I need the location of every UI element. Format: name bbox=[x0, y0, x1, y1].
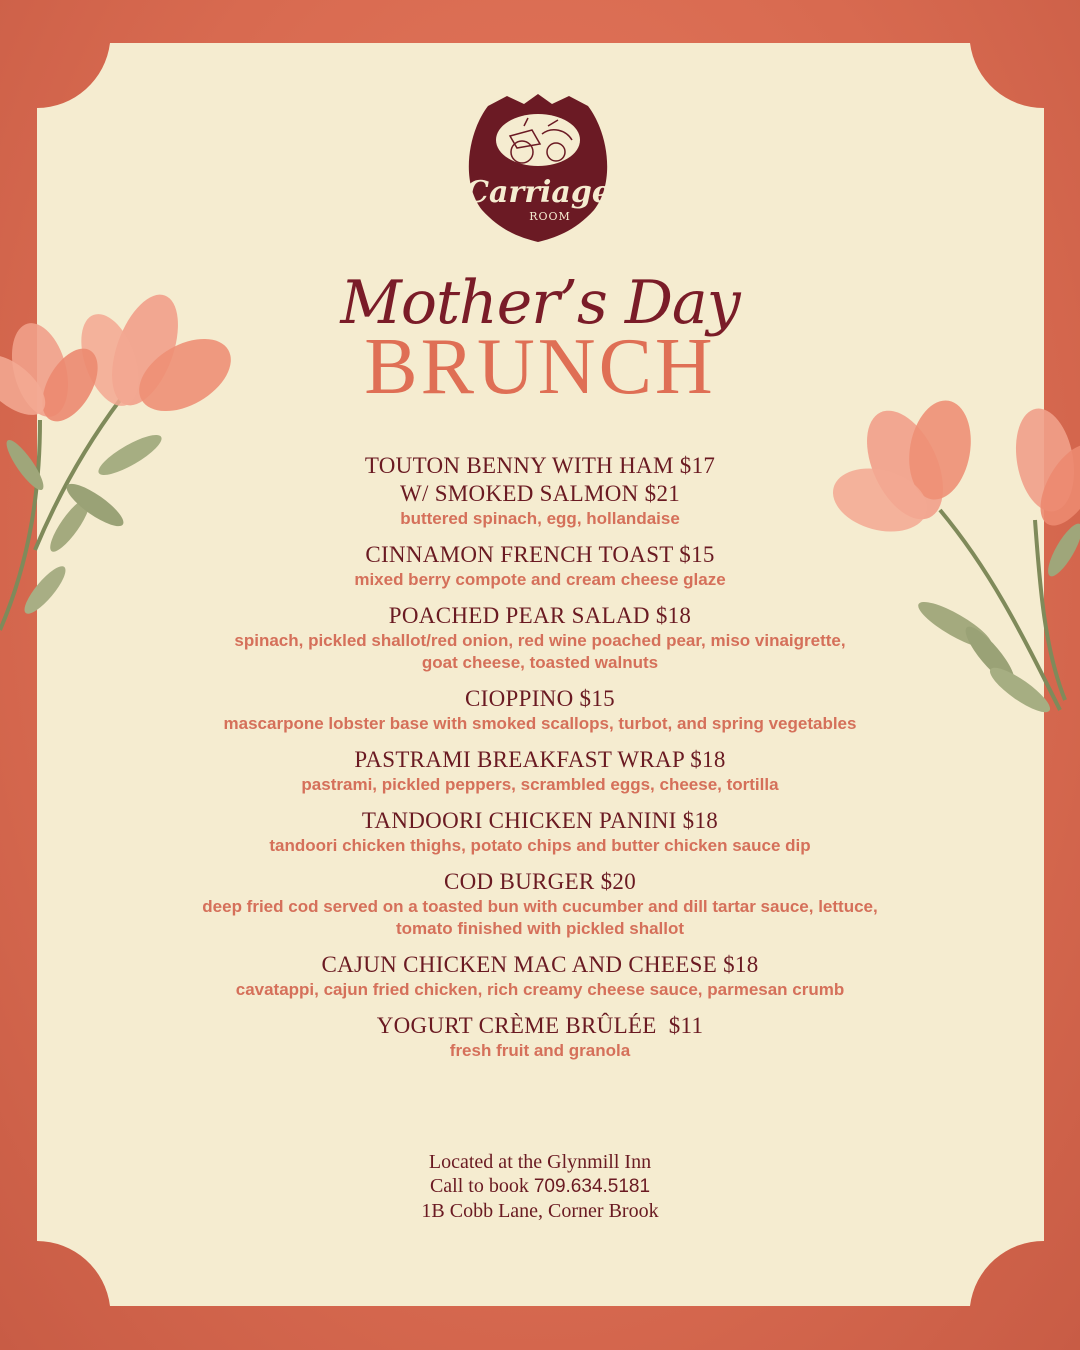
item-name-variant: W/ SMOKED SALMON $21 bbox=[399, 481, 681, 506]
item-description: spinach, pickled shallot/red onion, red wine poached pear, miso vinaigrette, bbox=[234, 631, 846, 650]
footer-info bbox=[0, 1150, 1080, 1223]
item-description: tandoori chicken thighs, potato chips and butter chicken sauce dip bbox=[269, 836, 811, 855]
menu-item bbox=[150, 807, 930, 857]
item-description-cont: goat cheese, toasted walnuts bbox=[421, 653, 659, 672]
menu-item bbox=[150, 685, 930, 735]
item-description: mixed berry compote and cream cheese glaze bbox=[354, 570, 726, 589]
svg-text:Carriage: Carriage bbox=[465, 175, 611, 210]
menu-item bbox=[150, 452, 930, 530]
item-description: pastrami, pickled peppers, scrambled eggs, cheese, tortilla bbox=[301, 775, 779, 794]
item-name: CAJUN CHICKEN MAC AND CHEESE $18 bbox=[321, 952, 759, 977]
svg-text:ROOM: ROOM bbox=[529, 210, 571, 223]
menu-item bbox=[150, 746, 930, 796]
booking-line bbox=[0, 1174, 1080, 1199]
item-name: YOGURT CRÈME BRÛLÉE $11 bbox=[376, 1013, 704, 1038]
title-script: Mother’s Day bbox=[340, 268, 740, 338]
menu-item bbox=[150, 1012, 930, 1062]
menu-item bbox=[150, 868, 930, 940]
menu-item bbox=[150, 951, 930, 1001]
menu-item bbox=[150, 541, 930, 591]
booking-label: Call to book bbox=[429, 1175, 529, 1197]
item-name: POACHED PEAR SALAD $18 bbox=[388, 603, 692, 628]
item-description: deep fried cod served on a toasted bun with cucumber and dill tartar sauce, lettuce, bbox=[202, 897, 878, 916]
address-text: 1B Cobb Lane, Corner Brook bbox=[421, 1200, 659, 1222]
carriage-room-logo bbox=[462, 92, 614, 244]
item-description: buttered spinach, egg, hollandaise bbox=[400, 509, 680, 528]
item-description: mascarpone lobster base with smoked scallops, turbot, and spring vegetables bbox=[223, 714, 857, 733]
menu-item bbox=[150, 602, 930, 674]
item-name: TANDOORI CHICKEN PANINI $18 bbox=[361, 808, 719, 833]
item-name: CINNAMON FRENCH TOAST $15 bbox=[365, 542, 715, 567]
item-name: PASTRAMI BREAKFAST WRAP $18 bbox=[354, 747, 726, 772]
menu-list bbox=[150, 452, 930, 1073]
item-name: TOUTON BENNY WITH HAM $17 bbox=[364, 453, 716, 478]
item-description: fresh fruit and granola bbox=[449, 1041, 631, 1060]
item-name: CIOPPINO $15 bbox=[465, 686, 615, 711]
location-text: Located at the Glynmill Inn bbox=[428, 1151, 652, 1173]
item-name: COD BURGER $20 bbox=[443, 869, 637, 894]
phone-number[interactable]: 709.634.5181 bbox=[533, 1176, 651, 1197]
title-main: BRUNCH bbox=[364, 323, 716, 411]
item-description-cont: tomato finished with pickled shallot bbox=[395, 919, 685, 938]
item-description: cavatappi, cajun fried chicken, rich creamy cheese sauce, parmesan crumb bbox=[235, 980, 845, 999]
